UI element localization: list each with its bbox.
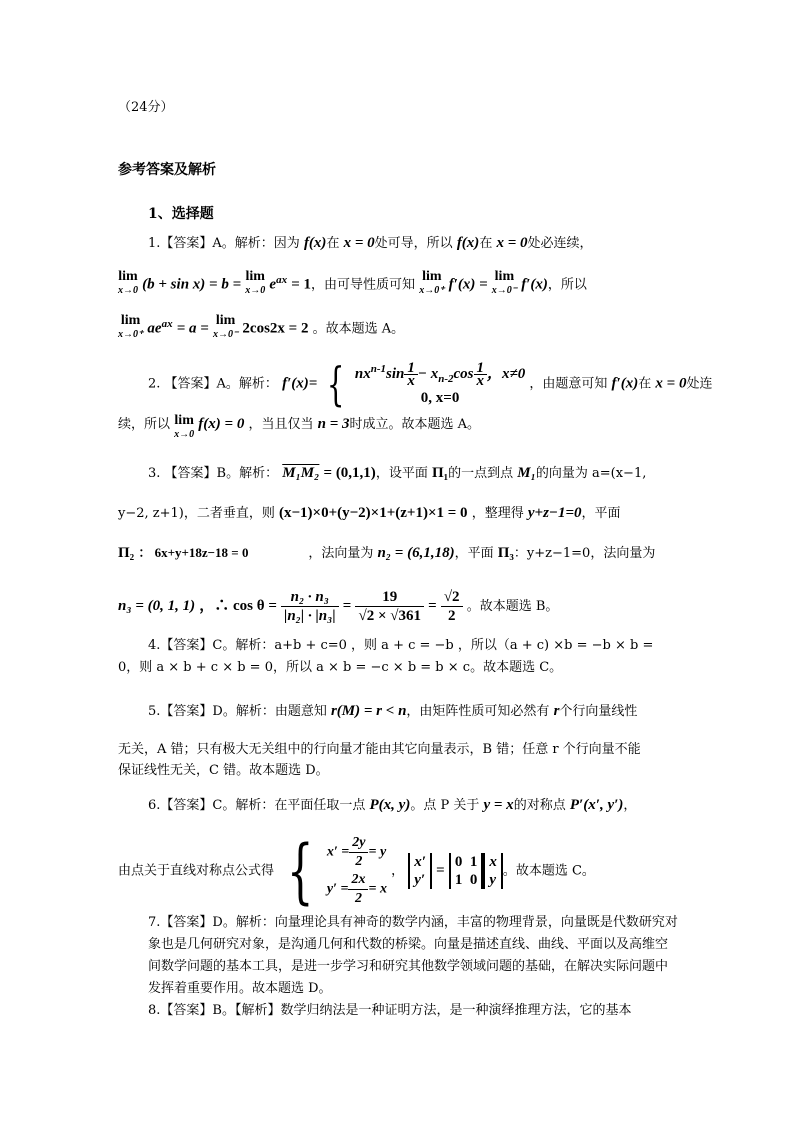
text: 的一点到点: [448, 466, 514, 481]
text: ，由可导性质可知: [311, 277, 416, 293]
text: 。故本题选 C。: [502, 863, 595, 879]
math: f(x): [303, 235, 327, 251]
fraction: $\frac{\text{n₂ · n₃}}{\text{|n₂| · |n₃|}}$: [281, 588, 339, 625]
text: 在: [326, 236, 340, 251]
q1-line2: lim x→0 (b + sin x) = b = lim x→0 $e^{ax} = 1$，由可导性质可知 lim x→0⁺ f′(x) = lim x→0⁻ f′(x)，所以: [118, 269, 587, 296]
math: Π₂: [118, 545, 135, 561]
section-title: 参考答案及解析: [118, 162, 216, 178]
text: ：y+z−1=0，法向量为: [513, 546, 656, 561]
math: ： 6x+y+18z−18 = 0: [138, 545, 249, 560]
q3-line1: [148, 463, 646, 484]
math: n = 3: [317, 416, 350, 432]
piecewise: $nx^{n-1}\sin$ $\frac{1}{x}$ − $x_{n-2}\cos$ $\frac{1}{x}$ ，x≠0 0, x=0: [354, 360, 526, 406]
math: f′(x): [521, 276, 548, 293]
math: y+z−1=0: [527, 505, 582, 521]
fraction: $\frac{19}{√2 \times √361}$: [355, 588, 424, 625]
text: 。点 P 关于: [410, 798, 480, 813]
limit: lim x→0: [118, 269, 138, 296]
math: x = 0: [496, 235, 528, 251]
math: =: [436, 862, 445, 879]
text: 。故本题选 A。: [312, 321, 405, 337]
text: 时成立。故本题选 A。: [349, 417, 481, 432]
math: = a =: [176, 320, 209, 337]
q3-line4: n₃ = (0, 1, 1) ，∴ cos θ = $\frac{\text{n₂ · n₃}}{\text{|n₂| · |n₃|}}$ = $\frac{19}{√2 \times √361}$ = $\frac{√2}{2}$ 。故本题选 B。: [118, 589, 559, 624]
text: ，当且仅当: [248, 417, 314, 432]
q1-line3: lim x→0⁺ $ae^{ax} = a$ = lim x→0⁻ 2cos2x = 2 。故本题选 A。: [118, 313, 405, 340]
q3-line3: [118, 543, 655, 564]
q4-line1: 4.【答案】C。解析：a+b + c=0 ，则 a + c = −b ，所以（a + c) ×b = −b × b =: [148, 638, 654, 653]
math: r: [553, 703, 560, 719]
math: x = 0: [343, 235, 375, 251]
text: 6.【答案】C。解析：在平面任取一点: [148, 798, 366, 813]
fraction: $\frac{√2}{2}$: [441, 588, 463, 625]
text: ，: [623, 798, 637, 813]
math: M₁: [517, 465, 536, 481]
text: 2. 【答案】A。解析：: [148, 376, 278, 392]
math: ae: [147, 320, 162, 337]
q5-line2: 无关，A 错；只有极大无关组中的行向量才能由其它向量表示，B 错；任意 r 个行向量不能: [118, 742, 641, 757]
math: 2cos2x = 2: [242, 320, 309, 337]
q5-line3: 保证线性无关，C 错。故本题选 D。: [118, 763, 329, 778]
text: ，整理得: [471, 506, 524, 521]
math: f′(x): [611, 375, 639, 392]
q6-line1: [148, 795, 636, 816]
q6-line2: [118, 830, 595, 912]
math: (b + sin x) = b =: [142, 276, 242, 293]
text: 1.【答案】A。解析：因为: [148, 236, 300, 251]
math: P(x, y): [369, 797, 411, 813]
text: 处连: [686, 376, 713, 392]
math: M₁M₂: [282, 465, 320, 481]
text: ，由矩阵性质可知必然有: [406, 704, 550, 719]
q5-line1: [148, 701, 637, 722]
q3-line2: [118, 503, 621, 524]
text: 处可导，所以: [374, 236, 453, 251]
limit: lim x→0⁺: [419, 269, 445, 296]
math: f′(x) =: [448, 276, 488, 293]
q7-text: 7.【答案】D。解析：向量理论具有神奇的数学内涵，丰富的物理背景，向量既是代数研究对象也是几何研究对象，是沟通几何和代数的桥梁。向量是描述直线、曲线、平面以及高维空间数学问题的基本工具，是进一步学习和研究其他数学领域问题的基础，在解决实际问题中发挥着重要作用。故本题选 D。: [148, 915, 678, 996]
text: 在: [638, 376, 652, 392]
limit: lim x→0: [174, 413, 195, 440]
limit: lim x→0⁺: [118, 313, 144, 340]
math: f(x): [456, 235, 480, 251]
math: = (0,1,1): [323, 465, 376, 481]
math: ，∴ cos θ =: [199, 598, 277, 614]
brace: {: [327, 357, 345, 411]
q4-line2: 0，则 a × b + c × b = 0，所以 a × b = −c × b = b × c。故本题选 C。: [118, 660, 563, 675]
vector-left: x′ y′: [408, 853, 432, 889]
text: ，法向量为: [308, 546, 374, 561]
math: y = x: [483, 797, 514, 813]
text: ，平面: [454, 546, 494, 561]
system: x′ = $\frac{2y}{2}$ = y y′ = $\frac{2x}{2}$ = x: [326, 835, 387, 906]
text: 由点关于直线对称点公式得: [118, 863, 275, 879]
math: Π₃: [497, 545, 514, 561]
math: (x−1)×0+(y−2)×1+(z+1)×1 = 0: [279, 505, 468, 521]
text: ，设平面: [375, 466, 428, 481]
text: 。故本题选 B。: [466, 599, 559, 614]
matrix: 0 1 1 0: [449, 853, 484, 889]
text: 的向量为 a=(x−1,: [535, 466, 647, 481]
math: P′(x′, y′): [569, 797, 624, 813]
text: 个行向量线性: [559, 704, 638, 719]
math: n₃ = (0, 1, 1): [118, 598, 196, 614]
q2-line2: [118, 414, 480, 442]
text: 5.【答案】D。解析：由题意知: [148, 704, 327, 719]
limit: lim x→0: [245, 269, 266, 296]
math: r(M) = r < n: [330, 703, 407, 719]
text: 处必连续，: [527, 236, 593, 251]
text: ，: [391, 863, 405, 879]
brace: {: [287, 830, 314, 912]
q1-line1: [148, 233, 593, 254]
vector-right: x y: [483, 853, 503, 889]
math: f′(x)=: [282, 375, 318, 392]
math: = 1: [291, 276, 312, 293]
text: ，平面: [581, 506, 621, 521]
math: x = 0: [655, 375, 687, 392]
text: 在: [479, 236, 493, 251]
q8-line1: 8.【答案】B。【解析】数学归纳法是一种证明方法，是一种演绎推理方法，它的基本: [148, 1003, 632, 1018]
q7-paragraph: [118, 912, 678, 1000]
math: Π₁: [431, 465, 449, 481]
text: 的对称点: [513, 798, 566, 813]
text: 3. 【答案】B。解析：: [148, 466, 279, 481]
score-note: （24分）: [118, 100, 174, 115]
text: ，由题意可知: [529, 376, 608, 392]
text: ，所以: [547, 277, 587, 293]
text: y−2, z+1)，二者垂直，则: [118, 506, 275, 521]
math: n₂ = (6,1,18): [377, 545, 455, 561]
math: f(x) = 0: [198, 416, 245, 432]
limit: lim x→0⁻: [212, 313, 239, 340]
text: 续，所以: [118, 417, 171, 432]
limit: lim x→0⁻: [491, 269, 518, 296]
q2-line1: [148, 357, 713, 411]
subsection-title: 1、选择题: [148, 206, 214, 222]
math: e: [269, 276, 277, 293]
